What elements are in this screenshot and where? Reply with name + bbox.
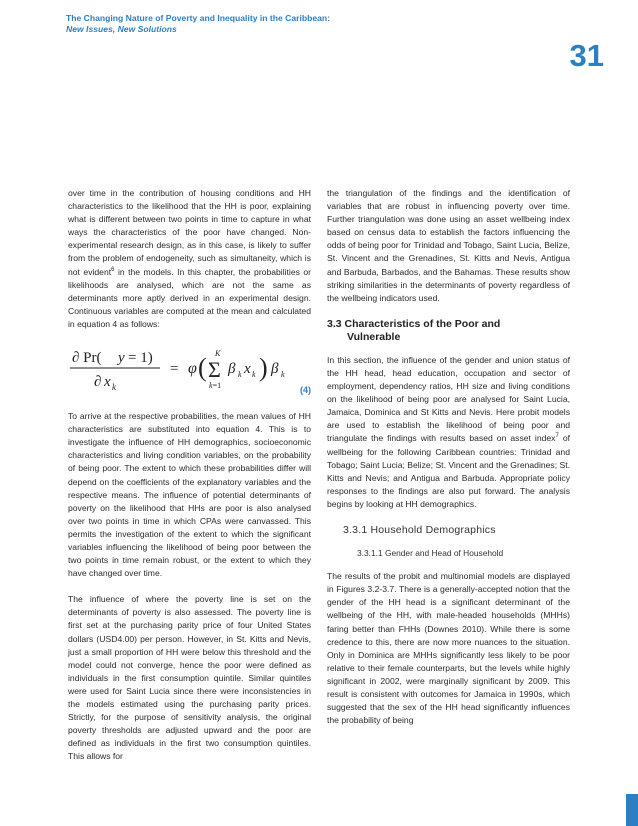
paragraph: the triangulation of the findings and the identification of variables that are robust in influencing poverty over time. Further triangulation was done using an asset wellbeing index based on census data to establish the factors influencing the odds of being poor for Trinidad and Tobago, Saint Lucia, Belize, St. Vincent and the Grenadines, St. Kitts and Nevis, Antigua and Barbuda, Barbados, and the Bahamas. These results show striking similarities in the determinants of poverty regardless of the wellbeing indicators used. [327,188,570,303]
svg-text:β: β [271,361,279,378]
footnote-marker: 6 [111,266,115,273]
footnote-marker: 7 [555,433,559,440]
left-column [68,187,311,763]
svg-text:k: k [252,370,256,380]
paragraph: To arrive at the respective probabilities, the mean values of HH characteristics are substituted into equation 4. This is to investigate the influence of HH demographics, socioeconomic characteristics and living condition variables, on the probability of being poor. The extent to which these probabilities differ will depend on the coefficients of the explanatory variables and the respective means. The influence of potential determinants of poverty on the likelihood that HHs are poor is also analysed over two points in time in which CPAs were canvassed. This permits the investigation of the extent to which the significant variables influencing the likelihood of being poor between the two points in time remain robust, or the extent to which they have changed over time. [68,411,311,579]
page-number: 31 [569,38,604,73]
svg-text:x: x [104,374,111,391]
svg-text:K: K [215,349,221,359]
equation [68,344,311,400]
paragraph: over time in the contribution of housing conditions and HH characteristics to the likelihood that the HH is poor, explaining what is different between two points in time to capture in what ways the characteristics of the poor have changed. Non-experimental research design, as in this case, is likely to suffer from the problem of endogeneity, such as simultaneity, which is not evident$^6$ in the models. In this chapter, the probabilities or likelihoods are analysed, which are not the same as determinants more aptly derived in an experimental design. Continuous variables are computed at the mean and calculated in equation 4 as follows: [68,188,312,329]
page-edge-tab [626,794,638,826]
svg-text:k=1: k=1 [209,381,222,391]
svg-text:y: y [118,350,125,367]
svg-text:Σ: Σ [208,357,221,383]
subsubsection-heading: 3.3.1.1 Gender and Head of Household [357,548,504,559]
subsection-heading: 3.3.1 Household Demographics [343,523,496,536]
svg-text:): ) [259,353,268,383]
svg-text:∂: ∂ [94,374,102,391]
svg-text:∂ Pr(: ∂ Pr( [72,350,102,367]
svg-text:= 1): = 1) [128,350,153,367]
equation-number: (4) [300,385,311,396]
section-heading: 3.3 Characteristics of the Poor and Vulnerable [327,317,501,343]
paragraph: In this section, the influence of the gender and union status of the HH head, head education, occupation and sector of employment, dependency ratios, HH size and living conditions on the likelihood of being poor are analysed for Saint Lucia, Jamaica, Dominica and St Kitts and Nevis. Here probit models are used to establish the likelihood of being poor and triangulate the findings with results based on asset index$^7$ of wellbeing for the following Caribbean countries: Trinidad and Tobago; Saint Lucia; Belize; St. Vincent and the Grenadines; St. Kitts and Nevis; and Antigua and Barbuda. Appropriate policy responses to the findings are also put forward. The analysis begins by looking at HH demographics. [327,354,571,509]
svg-text:x: x [244,361,251,378]
equation-formula [68,344,311,400]
svg-text:k: k [112,382,116,393]
right-column [327,187,570,727]
paragraph: The influence of where the poverty line is set on the determinants of poverty is also assessed. The poverty line is first set at the purchasing parity price of four United States dollars (USD4.00) per person. However, in St. Kitts and Nevis, just a small proportion of HH were below this threshold and the model could not converge, hence the poor were defined as individuals in the first consumption quintile. Similar quintiles were used for Saint Lucia since there were inconsistencies in the models estimated using the purchasing parity prices. Strictly, for the purpose of sensitivity analysis, the original poverty thresholds are adjusted upward and the poor are defined as individuals in the first two consumption quintiles. This allows for [68,594,311,762]
svg-text:k: k [238,370,242,380]
running-head-title: The Changing Nature of Poverty and Inequality in the Caribbean: [66,13,331,23]
svg-text:=: = [170,361,179,378]
running-head [66,13,330,35]
svg-text:β: β [228,361,236,378]
running-head-subtitle: New Issues, New Solutions [66,24,177,34]
paragraph: The results of the probit and multinomial models are displayed in Figures 3.2-3.7. There is a generally-accepted notion that the gender of the HH head is a significant determinant of the wellbeing of the HH, with male-headed households (MHHs) faring better than FHHs (Downes 2010). While there is some credence to this, there are now more nuances to the situation. Only in Dominica are MHHs significantly less likely to be poor relative to their female counterparts, but the levels while highly significant in 2002, were marginally significant by 2009. This result is consistent with outcomes for Jamaica in 1990s, which suggested that the sex of the HH head significantly influences the probability of being [327,571,570,726]
svg-text:k: k [281,370,285,380]
svg-text:(: ( [198,353,207,383]
svg-text:φ: φ [188,360,197,378]
